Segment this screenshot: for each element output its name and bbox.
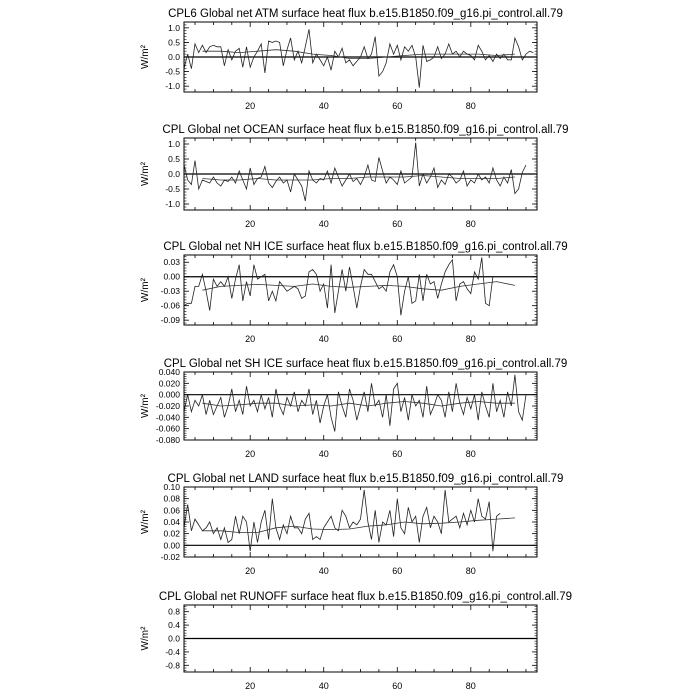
y-tick-label: 0.08	[163, 493, 180, 504]
chart-title: CPL Global net OCEAN surface heat flux b.e15.B1850.f09_g16.pi_control.all.79	[162, 124, 569, 136]
y-tick-label: -0.03	[160, 286, 180, 297]
x-tick-label: 20	[245, 566, 256, 576]
y-tick-label: 0.0	[168, 169, 180, 179]
x-tick-label: 20	[245, 219, 256, 229]
y-tick-label: -0.5	[165, 66, 180, 77]
y-axis-label: W/m²	[140, 278, 151, 302]
running-mean-line	[202, 176, 515, 181]
x-tick-label: 80	[465, 101, 476, 111]
panel-1	[140, 8, 563, 111]
y-tick-label: -0.020	[155, 401, 180, 411]
y-axis-label: W/m²	[140, 394, 151, 418]
running-mean-line	[202, 282, 515, 291]
y-tick-label: 0.4	[168, 620, 180, 631]
x-tick-label: 20	[245, 334, 256, 344]
y-tick-label: 0.0	[168, 52, 180, 62]
annual-series-line	[184, 257, 493, 315]
y-tick-label: -0.060	[155, 423, 180, 434]
y-tick-label: -0.02	[160, 552, 180, 562]
chart-title: CPL6 Global net ATM surface heat flux b.e15.B1850.f09_g16.pi_control.all.79	[168, 8, 563, 20]
y-tick-label: -0.06	[160, 300, 180, 311]
x-tick-label: 80	[465, 566, 476, 576]
y-axis-label: W/m²	[140, 510, 151, 534]
x-tick-label: 40	[318, 681, 329, 691]
y-axis-label: W/m²	[140, 162, 151, 186]
y-tick-label: 0.03	[163, 257, 180, 268]
y-tick-label: 0.020	[158, 378, 180, 389]
y-tick-label: -0.8	[165, 660, 180, 671]
y-tick-label: 0.8	[168, 606, 180, 617]
x-tick-label: 80	[465, 334, 476, 344]
y-tick-label: 1.0	[168, 139, 180, 149]
x-tick-label: 20	[245, 681, 256, 691]
y-tick-label: 0.02	[163, 528, 180, 539]
y-tick-label: 0.04	[163, 517, 180, 527]
panel-4	[140, 358, 567, 459]
y-tick-label: 0.0	[168, 633, 180, 644]
panel-2	[140, 124, 569, 229]
panel-6	[140, 591, 572, 691]
y-tick-label: 0.5	[168, 154, 180, 164]
y-axis-label: W/m²	[140, 626, 151, 651]
x-tick-label: 80	[465, 681, 476, 691]
y-axis-label: W/m²	[140, 45, 151, 69]
x-tick-label: 40	[318, 101, 329, 111]
y-tick-label: 0.06	[163, 505, 180, 516]
y-tick-label: -0.09	[160, 315, 180, 326]
panel-5	[140, 473, 563, 576]
y-tick-label: 0.10	[163, 482, 180, 492]
chart-title: CPL Global net RUNOFF surface heat flux b.e15.B1850.f09_g16.pi_control.all.79	[158, 591, 573, 603]
x-tick-label: 40	[318, 334, 329, 344]
x-tick-label: 60	[392, 566, 403, 576]
annual-series-line	[184, 143, 526, 202]
y-tick-label: 0.040	[158, 367, 180, 377]
x-tick-label: 20	[245, 449, 256, 459]
annual-series-line	[184, 490, 500, 551]
y-tick-label: -0.5	[165, 184, 180, 194]
y-tick-label: 0.00	[163, 540, 180, 551]
y-tick-label: 1.0	[168, 22, 180, 33]
x-tick-label: 40	[318, 566, 329, 576]
x-tick-label: 60	[392, 334, 403, 344]
y-tick-label: 0.5	[168, 37, 180, 48]
x-tick-label: 60	[392, 449, 403, 459]
x-tick-label: 40	[318, 219, 329, 229]
x-tick-label: 80	[465, 219, 476, 229]
y-tick-label: -1.0	[165, 81, 180, 92]
chart-title: CPL Global net LAND surface heat flux b.e15.B1850.f09_g16.pi_control.all.79	[167, 473, 564, 485]
y-tick-label: -0.080	[155, 435, 180, 445]
x-tick-label: 60	[392, 681, 403, 691]
x-tick-label: 80	[465, 449, 476, 459]
y-tick-label: -0.4	[165, 646, 180, 657]
panel-3	[140, 241, 568, 344]
y-tick-label: 0.000	[158, 389, 180, 400]
chart-title: CPL Global net NH ICE surface heat flux b.e15.B1850.f09_g16.pi_control.all.79	[163, 241, 568, 253]
annual-series-line	[184, 375, 526, 432]
x-tick-label: 60	[392, 101, 403, 111]
y-tick-label: 0.00	[163, 271, 180, 282]
x-tick-label: 40	[318, 449, 329, 459]
chart-title: CPL Global net SH ICE surface heat flux b.e15.B1850.f09_g16.pi_control.all.79	[163, 358, 568, 370]
y-tick-label: -0.040	[155, 412, 180, 423]
x-tick-label: 60	[392, 219, 403, 229]
y-tick-label: -1.0	[165, 199, 180, 209]
x-tick-label: 20	[245, 101, 256, 111]
